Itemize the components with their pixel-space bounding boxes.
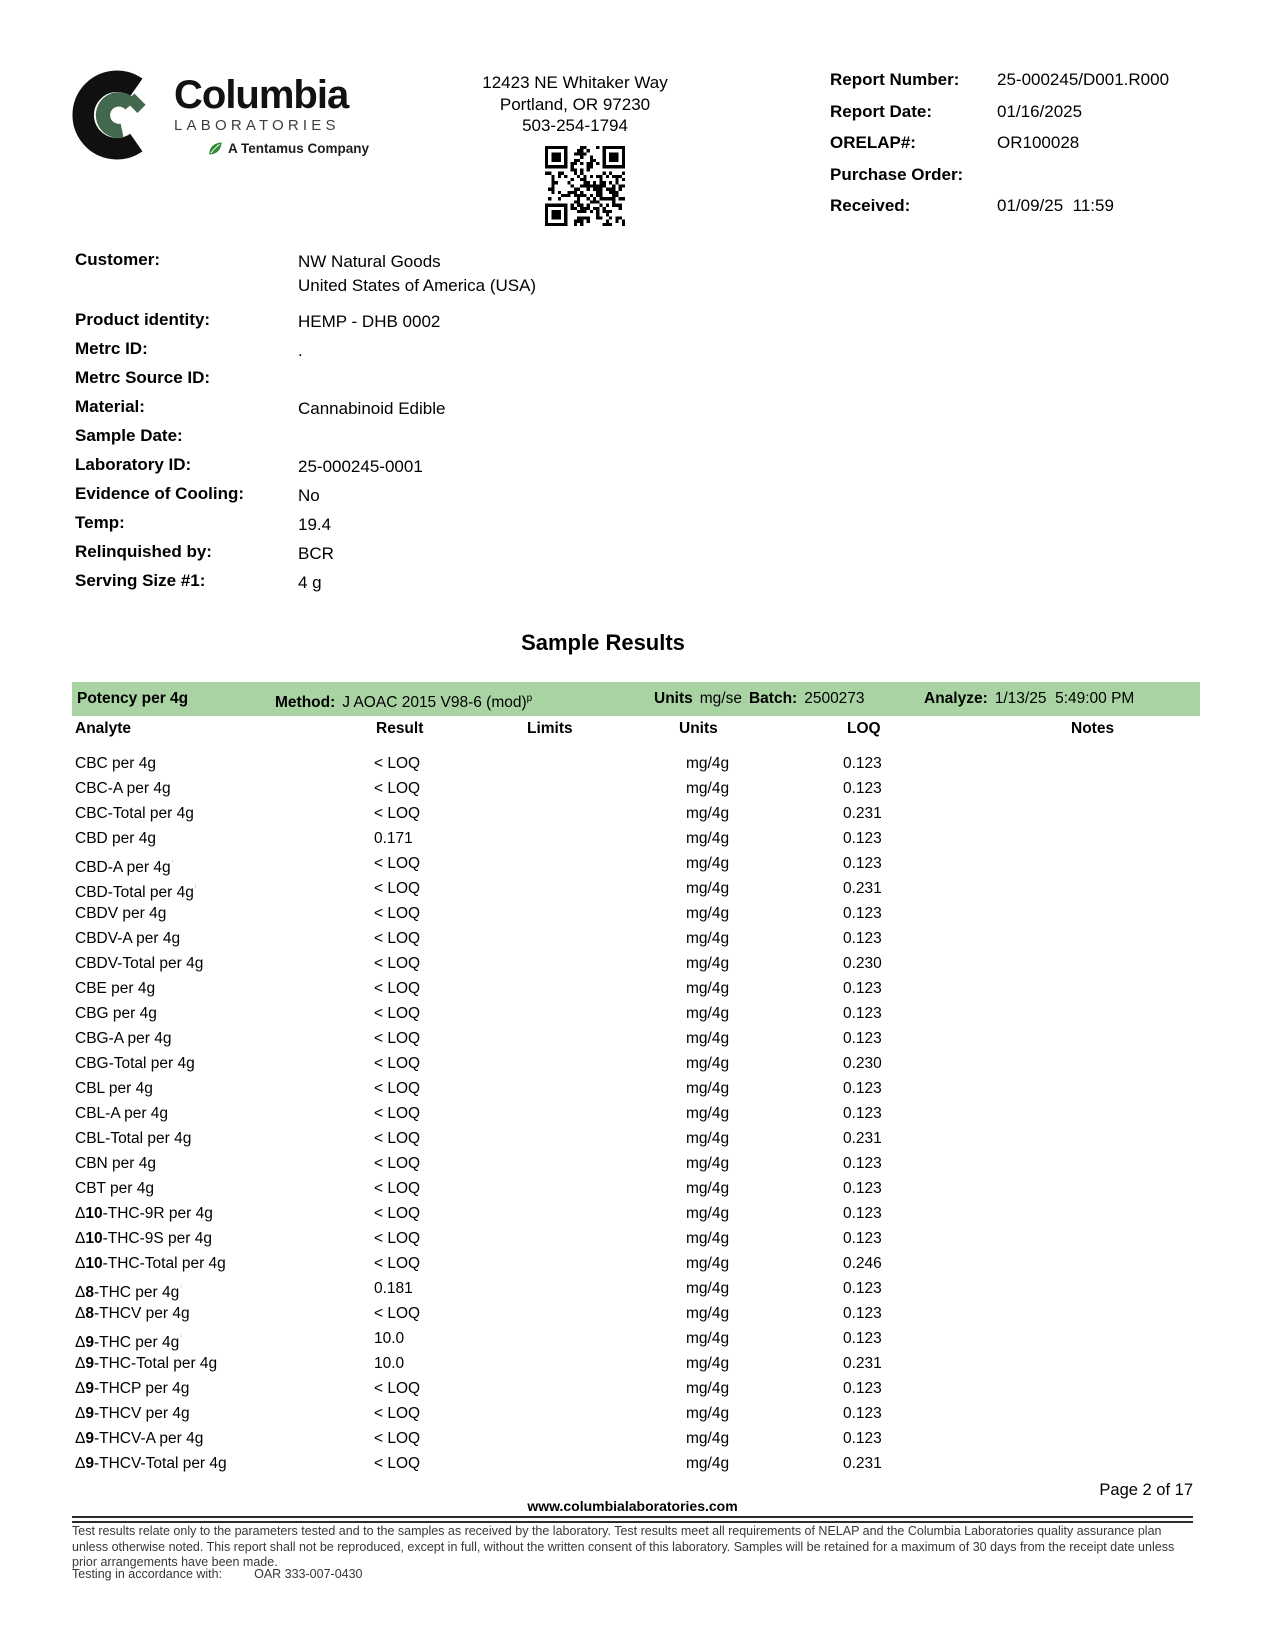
sample-info-label: Product identity: <box>75 310 211 329</box>
analyte-cell: CBD per 4g <box>75 830 156 847</box>
units-cell: mg/4g <box>686 1005 730 1022</box>
analyte-cell: Δ9-THCV-Total per 4g <box>75 1455 227 1472</box>
sample-info-label: Relinquished by: <box>75 542 212 561</box>
result-cell: < LOQ <box>374 980 421 997</box>
units-batch-text: Units mg/se Batch: 2500273 <box>654 690 865 707</box>
table-row <box>0 901 1275 926</box>
report-info-row <box>830 165 1169 197</box>
result-cell: < LOQ <box>374 1005 421 1022</box>
analyte-cell: Δ10-THC-9S per 4g <box>75 1230 213 1247</box>
units-cell: mg/4g <box>686 905 730 922</box>
analyte-cell: CBD-A per $4g^{^i}$ <box>75 858 174 877</box>
sample-info-label: Metrc ID: <box>75 339 148 358</box>
table-row <box>0 801 1275 826</box>
result-cell: < LOQ <box>374 1030 421 1047</box>
sample-info-row <box>75 571 536 600</box>
analyte-cell: CBDV-A per 4g <box>75 930 181 947</box>
units-cell: mg/4g <box>686 1255 730 1272</box>
units-cell: mg/4g <box>686 1130 730 1147</box>
loq-cell: 0.246 <box>843 1255 882 1272</box>
table-row <box>0 1101 1275 1126</box>
analyte-cell: CBL-Total per 4g <box>75 1130 192 1147</box>
loq-cell: 0.123 <box>843 1305 882 1322</box>
result-cell: < LOQ <box>374 955 421 972</box>
sample-info-row <box>75 426 536 455</box>
units-cell: mg/4g <box>686 1405 730 1422</box>
loq-cell: 0.123 <box>843 1180 882 1197</box>
analyte-cell: Δ10-THC-Total per 4g <box>75 1255 226 1272</box>
result-cell: < LOQ <box>374 1130 421 1147</box>
units-cell: mg/4g <box>686 780 730 797</box>
units-cell: mg/4g <box>686 1205 730 1222</box>
analyte-cell: CBL-A per 4g <box>75 1105 169 1122</box>
units-cell: mg/4g <box>686 980 730 997</box>
units-cell: mg/4g <box>686 955 730 972</box>
analyte-cell: CBC-A per 4g <box>75 780 171 797</box>
report-info-row <box>830 196 1169 228</box>
units-cell: mg/4g <box>686 1155 730 1172</box>
loq-cell: 0.231 <box>843 1455 882 1472</box>
sample-info-label: Evidence of Cooling: <box>75 484 245 503</box>
sample-info-row <box>75 542 536 571</box>
loq-cell: 0.123 <box>843 1155 882 1172</box>
table-row <box>0 776 1275 801</box>
loq-cell: 0.123 <box>843 1405 882 1422</box>
result-cell: < LOQ <box>374 905 421 922</box>
column-header-analyte: Analyte <box>75 720 131 737</box>
sample-info-label: Material: <box>75 397 145 416</box>
loq-cell: 0.123 <box>843 1205 882 1222</box>
units-cell: mg/4g <box>686 1305 730 1322</box>
result-cell: < LOQ <box>374 755 421 772</box>
loq-cell: 0.230 <box>843 1055 882 1072</box>
analyte-cell: CBG-Total per 4g <box>75 1055 195 1072</box>
analyte-cell: CBE per 4g <box>75 980 156 997</box>
units-cell: mg/4g <box>686 855 730 872</box>
units-cell: mg/4g <box>686 830 730 847</box>
analyte-cell: CBL per 4g <box>75 1080 153 1097</box>
sample-info-value: . <box>298 341 303 360</box>
table-row <box>0 1076 1275 1101</box>
sample-info-row <box>75 484 536 513</box>
analyte-cell: Δ9-THCV-A per 4g <box>75 1430 204 1447</box>
report-info-value: 01/09/25 11:59 <box>997 196 1114 215</box>
report-info-label: Purchase Order: <box>830 164 964 184</box>
analyte-cell: Δ9-THC per $4g^{^i}$ <box>75 1333 182 1352</box>
result-cell: < LOQ <box>374 855 421 872</box>
column-header-limits: Limits <box>527 720 573 737</box>
units-cell: mg/4g <box>686 1105 730 1122</box>
address-line-2: Portland, OR 97230 <box>499 94 651 114</box>
table-row <box>0 1001 1275 1026</box>
result-cell: < LOQ <box>374 1205 421 1222</box>
loq-cell: 0.123 <box>843 980 882 997</box>
table-row <box>0 1226 1275 1251</box>
table-row <box>0 1176 1275 1201</box>
column-header-notes: Notes <box>1071 720 1115 737</box>
potency-title: Potency per 4g <box>77 690 189 707</box>
analyte-cell: Δ8-THC per $4g^{^i}$ <box>75 1283 182 1302</box>
units-cell: mg/4g <box>686 1430 730 1447</box>
loq-cell: 0.231 <box>843 1355 882 1372</box>
units-cell: mg/4g <box>686 1080 730 1097</box>
table-row <box>0 926 1275 951</box>
units-cell: mg/4g <box>686 880 730 897</box>
table-row <box>0 1201 1275 1226</box>
loq-cell: 0.231 <box>843 805 882 822</box>
loq-cell: 0.231 <box>843 1130 882 1147</box>
units-cell: mg/4g <box>686 1230 730 1247</box>
analyte-cell: CBC per 4g <box>75 755 156 772</box>
qr-code <box>545 146 625 226</box>
result-cell: < LOQ <box>374 1305 421 1322</box>
report-info-value: 25-000245/D001.R000 <box>997 70 1170 89</box>
tentamus-leaf-icon <box>208 141 223 156</box>
table-row <box>0 1376 1275 1401</box>
result-cell: < LOQ <box>374 1055 421 1072</box>
sample-info-row <box>75 310 536 339</box>
loq-cell: 0.123 <box>843 1330 882 1347</box>
sample-info-label: Customer: <box>75 250 161 269</box>
lab-website: www.columbialaboratories.com <box>527 1498 738 1514</box>
sample-info-label: Metrc Source ID: <box>75 368 211 387</box>
loq-cell: 0.123 <box>843 1380 882 1397</box>
sample-info-value: 4 g <box>298 573 322 592</box>
units-cell: mg/4g <box>686 930 730 947</box>
sample-info-row <box>75 397 536 426</box>
table-row <box>0 826 1275 851</box>
units-cell: mg/4g <box>686 1330 730 1347</box>
units-cell: mg/4g <box>686 1280 730 1297</box>
sample-info-row <box>75 368 536 397</box>
analyte-cell: Δ8-THCV per 4g <box>75 1305 190 1322</box>
result-cell: 10.0 <box>374 1355 405 1372</box>
units-cell: mg/4g <box>686 1455 730 1472</box>
table-row <box>0 1126 1275 1151</box>
table-row <box>0 1326 1275 1351</box>
section-title: Sample Results <box>521 630 685 655</box>
units-cell: mg/4g <box>686 1355 730 1372</box>
result-cell: < LOQ <box>374 780 421 797</box>
units-cell: mg/4g <box>686 1380 730 1397</box>
sample-info-value: 19.4 <box>298 515 332 534</box>
sample-info-row <box>75 455 536 484</box>
result-cell: < LOQ <box>374 1080 421 1097</box>
result-cell: < LOQ <box>374 1230 421 1247</box>
lab-tagline: A Tentamus Company <box>208 141 369 156</box>
report-info-label: Received: <box>830 196 911 215</box>
table-row <box>0 1426 1275 1451</box>
lab-name-sub: LABORATORIES <box>174 117 340 134</box>
columbia-logo <box>70 68 369 162</box>
analyte-cell: Δ10-THC-9R per 4g <box>75 1205 213 1222</box>
result-cell: < LOQ <box>374 930 421 947</box>
loq-cell: 0.123 <box>843 1030 882 1047</box>
result-cell: < LOQ <box>374 1105 421 1122</box>
analyte-cell: CBDV per 4g <box>75 905 167 922</box>
result-cell: < LOQ <box>374 1255 421 1272</box>
column-header-units: Units <box>679 720 718 737</box>
loq-cell: 0.123 <box>843 1005 882 1022</box>
analyte-cell: CBG-A per 4g <box>75 1030 172 1047</box>
result-cell: 10.0 <box>374 1330 405 1347</box>
sample-info-label: Serving Size #1: <box>75 571 206 590</box>
table-row <box>0 1401 1275 1426</box>
address-line-1: 12423 NE Whitaker Way <box>482 73 668 92</box>
results-table-body <box>0 751 1275 1476</box>
report-info-block <box>830 70 1169 228</box>
lab-name: Columbia <box>174 73 349 117</box>
loq-cell: 0.230 <box>843 955 882 972</box>
report-info-row <box>830 102 1169 134</box>
sample-info-label: Sample Date: <box>75 426 183 445</box>
sample-info-value: HEMP - DHB 0002 <box>298 312 441 331</box>
page-number: Page 2 of 17 <box>1099 1481 1193 1499</box>
loq-cell: 0.123 <box>843 1105 882 1122</box>
analyte-cell: Δ9-THC-Total per 4g <box>75 1355 218 1372</box>
table-row <box>0 1276 1275 1301</box>
column-header-result: Result <box>376 720 424 737</box>
loq-cell: 0.123 <box>843 830 882 847</box>
columbia-logo-mark-icon <box>70 68 164 162</box>
sample-info-value: Cannabinoid Edible <box>298 399 446 418</box>
report-info-value: 01/16/2025 <box>997 101 1083 121</box>
sample-info-label: Temp: <box>75 513 125 532</box>
method-text: Method: J AOAC 2015 V98-6 (mod)$^p$ <box>275 693 533 712</box>
units-cell: mg/4g <box>686 805 730 822</box>
loq-cell: 0.123 <box>843 905 882 922</box>
result-cell: < LOQ <box>374 1180 421 1197</box>
result-cell: < LOQ <box>374 1455 421 1472</box>
loq-cell: 0.123 <box>843 1080 882 1097</box>
sample-info-label: Laboratory ID: <box>75 455 192 474</box>
accordance-label: Testing in accordance with: <box>72 1567 223 1581</box>
table-row <box>0 976 1275 1001</box>
loq-cell: 0.123 <box>843 1230 882 1247</box>
column-header-loq: LOQ <box>847 720 881 737</box>
sample-info-value: 25-000245-0001 <box>298 457 423 476</box>
report-info-label: Report Date: <box>830 101 933 121</box>
report-info-row <box>830 133 1169 165</box>
analyte-cell: CBDV-Total per 4g <box>75 955 204 972</box>
lab-phone: 503-254-1794 <box>522 116 628 135</box>
report-info-value: OR100028 <box>997 133 1080 152</box>
table-row <box>0 1026 1275 1051</box>
sample-info-row <box>75 339 536 368</box>
sample-info-row <box>75 250 536 310</box>
sample-info-row <box>75 513 536 542</box>
analyte-cell: CBN per 4g <box>75 1155 156 1172</box>
report-info-row <box>830 70 1169 102</box>
analyze-text: Analyze: 1/13/25 5:49:00 PM <box>924 690 1135 707</box>
analyte-cell: CBC-Total per 4g <box>75 805 194 822</box>
footer-rule <box>72 1516 1193 1523</box>
analyte-cell: Δ9-THCP per 4g <box>75 1380 190 1397</box>
loq-cell: 0.123 <box>843 755 882 772</box>
loq-cell: 0.123 <box>843 855 882 872</box>
method-footnote-mark: p <box>526 693 533 704</box>
accordance-value: OAR 333-007-0430 <box>254 1567 363 1581</box>
table-row <box>0 1301 1275 1326</box>
report-info-label: Report Number: <box>830 70 960 89</box>
result-cell: 0.171 <box>374 830 413 847</box>
results-table-header <box>0 720 1275 745</box>
analyte-cell: CBG per 4g <box>75 1005 157 1022</box>
sample-info-value: NW Natural Goods United States of America (USA) <box>298 252 537 295</box>
table-row <box>0 1051 1275 1076</box>
loq-cell: 0.123 <box>843 1430 882 1447</box>
table-row <box>0 1351 1275 1376</box>
footer-accordance <box>72 1567 363 1581</box>
potency-header-bar <box>72 682 1200 716</box>
analyte-cell: Δ9-THCV per 4g <box>75 1405 190 1422</box>
result-cell: < LOQ <box>374 1380 421 1397</box>
units-cell: mg/4g <box>686 1055 730 1072</box>
result-cell: < LOQ <box>374 880 421 897</box>
result-cell: < LOQ <box>374 1405 421 1422</box>
result-cell: < LOQ <box>374 1155 421 1172</box>
sample-info-value: BCR <box>298 544 334 563</box>
units-cell: mg/4g <box>686 1180 730 1197</box>
loq-cell: 0.231 <box>843 880 882 897</box>
result-cell: < LOQ <box>374 1430 421 1447</box>
table-row <box>0 876 1275 901</box>
table-row <box>0 1251 1275 1276</box>
table-row <box>0 851 1275 876</box>
loq-cell: 0.123 <box>843 930 882 947</box>
lab-address <box>455 72 695 137</box>
result-cell: < LOQ <box>374 805 421 822</box>
table-row <box>0 751 1275 776</box>
table-row <box>0 1451 1275 1476</box>
table-row <box>0 951 1275 976</box>
result-cell: 0.181 <box>374 1280 413 1297</box>
sample-info-value: No <box>298 486 320 505</box>
footer-disclaimer: Test results relate only to the parameters tested and to the samples as received by the laboratory. Test results meet all requirements of NELAP and the Columbia Laboratories quality assurance plan unless otherwise noted. This report shall not be reproduced, except in full, without the written consent of this laboratory. Samples will be retained for a maximum of 30 days from the receipt date unless prior arrangements have been made. <box>72 1524 1175 1569</box>
loq-cell: 0.123 <box>843 1280 882 1297</box>
units-cell: mg/4g <box>686 1030 730 1047</box>
units-cell: mg/4g <box>686 755 730 772</box>
analyte-cell: CBT per 4g <box>75 1180 154 1197</box>
sample-info-block <box>75 250 536 600</box>
loq-cell: 0.123 <box>843 780 882 797</box>
report-info-label: ORELAP#: <box>830 133 916 152</box>
analyte-cell: CBD-Total per $4g^{^i}$ <box>75 883 197 902</box>
table-row <box>0 1151 1275 1176</box>
